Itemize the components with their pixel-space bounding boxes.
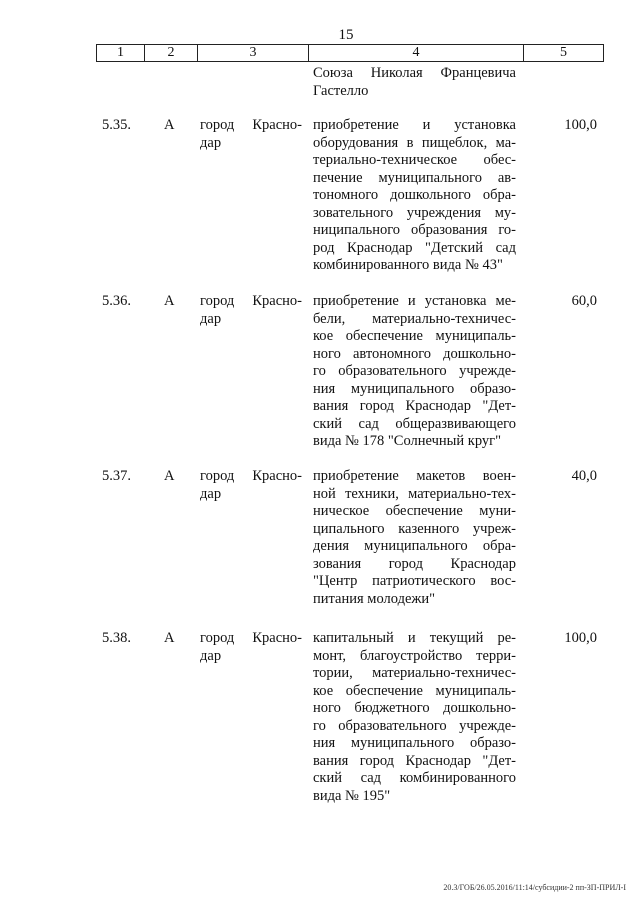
desc-line: оборудования в пищеблок, ма-	[313, 134, 516, 151]
header-col-5: 5	[560, 45, 567, 60]
row-description	[313, 468, 516, 608]
desc-line: ский сад общеразвивающего	[313, 415, 516, 432]
row-type: А	[164, 293, 175, 309]
row-amount: 60,0	[571, 293, 597, 309]
row-amount: 100,0	[564, 630, 597, 646]
row-place	[200, 630, 302, 665]
desc-line: приобретение макетов воен-	[313, 468, 516, 484]
header-col-4: 4	[309, 45, 524, 61]
header-col-2: 2	[145, 45, 198, 61]
place-word: Красно-	[252, 630, 302, 646]
desc-line: ного автономного дошкольно-	[313, 345, 516, 362]
desc-line: приобретение и установка	[313, 117, 516, 133]
desc-line: ниципального образования го-	[313, 222, 516, 238]
desc-line: ническое обеспечение муни-	[313, 503, 516, 519]
desc-line: ский сад комбинированного	[313, 770, 516, 786]
desc-line: дения муниципального обра-	[313, 538, 516, 554]
desc-line: монт, благоустройство терри-	[313, 647, 516, 664]
desc-line: печение муниципального ав-	[313, 169, 516, 186]
place-word: город	[200, 117, 235, 133]
desc-line: го образовательного учрежде-	[313, 363, 516, 379]
row-number: 5.35.	[102, 117, 131, 133]
desc-line: тории, материально-техничес-	[313, 665, 516, 681]
desc-line: вания город Краснодар "Дет-	[313, 398, 516, 414]
place-word: город	[200, 293, 235, 309]
place-word: Красно-	[252, 468, 302, 484]
desc-line: вида № 178 "Солнечный круг"	[313, 433, 501, 449]
desc-line: зовательного учреждения му-	[313, 204, 516, 221]
header-col-1: 1	[97, 45, 145, 61]
row-number: 5.37.	[102, 468, 131, 484]
desc-line: ципального казенного учреж-	[313, 520, 516, 537]
desc-line: питания молодежи"	[313, 590, 436, 607]
page-number: 15	[338, 27, 354, 43]
row-description	[313, 117, 516, 275]
desc-line: териально-техническое обес-	[313, 152, 516, 168]
desc-line: ния муниципального образо-	[313, 735, 516, 751]
desc-line: род Краснодар "Детский сад	[313, 239, 516, 256]
place-word: город	[200, 630, 235, 646]
desc-line: Гастелло	[313, 82, 369, 99]
row-number: 5.38.	[102, 630, 131, 646]
row-place	[200, 117, 302, 152]
desc-line: комбинированного вида № 43"	[313, 257, 503, 273]
desc-line: "Центр патриотического вос-	[313, 573, 516, 589]
desc-line: вида № 195"	[313, 787, 391, 804]
place-word: Красно-	[252, 117, 302, 133]
desc-line: зования город Краснодар	[313, 555, 516, 572]
row-description	[313, 293, 516, 451]
continuation-text	[313, 65, 516, 100]
desc-line: бели, материально-техничес-	[313, 310, 516, 327]
document-footer: 20.3/ГОБ/26.05.2016/11:14/субсидии-2 пп-ЗП-ПРИЛ-I	[443, 883, 626, 892]
row-type: А	[164, 468, 175, 484]
row-type: А	[164, 630, 175, 646]
row-type: А	[164, 117, 175, 133]
desc-line: ния муниципального образо-	[313, 380, 516, 397]
place-word: город	[200, 468, 235, 484]
desc-line: кое обеспечение муниципаль-	[313, 328, 516, 344]
place-word: Красно-	[252, 293, 302, 309]
place-word: дар	[200, 310, 222, 327]
desc-line: приобретение и установка ме-	[313, 293, 516, 309]
place-word: дар	[200, 134, 222, 151]
row-place	[200, 293, 302, 328]
row-description	[313, 630, 516, 805]
place-word: дар	[200, 647, 222, 664]
desc-line: го образовательного учрежде-	[313, 717, 516, 734]
desc-line: кое обеспечение муниципаль-	[313, 682, 516, 699]
desc-line: ной техники, материально-тех-	[313, 485, 516, 502]
desc-line: капитальный и текущий ре-	[313, 630, 516, 646]
table-header	[96, 44, 604, 62]
desc-line: тономного дошкольного обра-	[313, 187, 516, 203]
desc-line: Союза Николая Францевича	[313, 65, 516, 81]
row-amount: 100,0	[564, 117, 597, 133]
row-place	[200, 468, 302, 503]
desc-line: ного бюджетного дошкольно-	[313, 700, 516, 716]
row-amount: 40,0	[571, 468, 597, 484]
place-word: дар	[200, 485, 222, 502]
desc-line: вания город Краснодар "Дет-	[313, 752, 516, 769]
row-number: 5.36.	[102, 293, 131, 309]
header-col-3: 3	[198, 45, 309, 61]
